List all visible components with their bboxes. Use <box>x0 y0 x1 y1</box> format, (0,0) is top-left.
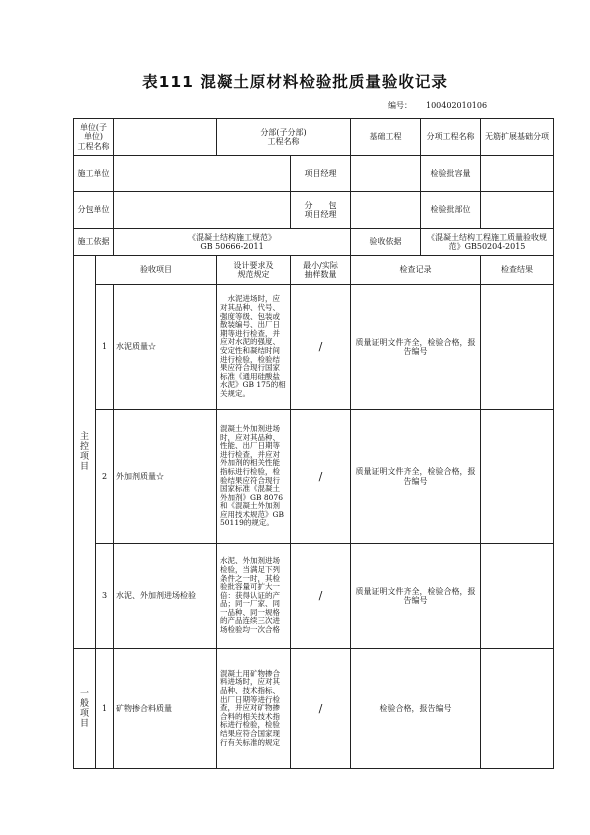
check-result[interactable] <box>481 410 554 544</box>
item-requirement: 混凝土外加剂进场时，应对其品种、性能、出厂日期等进行检查，并应对外加剂的相关性能指标进行检验，检验结果应符合现行国家标准《混凝土外加剂》GB 8076和《混凝土外加剂应用技术规范》GB50119的规定。 <box>217 410 291 544</box>
check-result[interactable] <box>481 544 554 649</box>
subcontractor-label: 分包单位 <box>74 192 114 229</box>
sample-count[interactable]: / <box>291 410 351 544</box>
sample-count[interactable]: / <box>291 285 351 410</box>
serial-number <box>388 100 487 111</box>
serial-label: 编号： <box>388 101 412 110</box>
serial-value: 100402010106 <box>426 101 488 110</box>
pm-label: 项目经理 <box>291 156 351 192</box>
column-header-row <box>74 256 554 285</box>
inspection-form-table <box>73 118 554 769</box>
header-row-unit <box>74 119 554 156</box>
col-result: 检查结果 <box>481 256 554 285</box>
sample-count[interactable]: / <box>291 649 351 769</box>
col-item: 验收项目 <box>96 256 217 285</box>
table-row <box>74 649 554 769</box>
page-title: 表111 混凝土原材料检验批质量验收记录 <box>142 73 448 91</box>
col-record: 检查记录 <box>351 256 481 285</box>
col-sample: 最小/实际 抽样数量 <box>291 256 351 285</box>
check-record[interactable]: 质量证明文件齐全，检验合格，报告编号 <box>351 544 481 649</box>
item-name: 矿物掺合料质量 <box>114 649 217 769</box>
check-record[interactable]: 质量证明文件齐全，检验合格，报告编号 <box>351 410 481 544</box>
subcontractor-value[interactable] <box>114 192 291 229</box>
sub-pm-value[interactable] <box>351 192 421 229</box>
acceptance-label: 验收依据 <box>351 229 421 256</box>
table-row <box>74 410 554 544</box>
subitem-name-value[interactable]: 无筋扩展基础分项 <box>481 119 554 156</box>
division-name-label: 分部(子分部) 工程名称 <box>217 119 351 156</box>
basis-value: 《混凝土结构施工规范》 GB 50666-2011 <box>114 229 351 256</box>
unit-name-label: 单位(子单位) 工程名称 <box>74 119 114 156</box>
division-name-value[interactable]: 基础工程 <box>351 119 421 156</box>
general-label: 一般项目 <box>74 649 96 769</box>
item-requirement: 混凝土用矿物掺合料进场时，应对其品种、技术指标、出厂日期等进行检查，并应对矿物掺合料的相关技术指标进行检验，检验结果应符合国家现行有关标准的规定 <box>217 649 291 769</box>
main-control-label: 主控项目 <box>74 256 96 649</box>
check-record[interactable]: 质量证明文件齐全，检验合格，报告编号 <box>351 285 481 410</box>
item-name: 水泥、外加剂进场检验 <box>114 544 217 649</box>
header-row-basis <box>74 229 554 256</box>
unit-name-value[interactable] <box>114 119 217 156</box>
check-result[interactable] <box>481 649 554 769</box>
check-record[interactable]: 检验合格，报告编号 <box>351 649 481 769</box>
sample-count[interactable]: / <box>291 544 351 649</box>
batch-capacity-value[interactable] <box>481 156 554 192</box>
row-number: 3 <box>96 544 114 649</box>
batch-location-value[interactable] <box>481 192 554 229</box>
row-number: 2 <box>96 410 114 544</box>
table-row <box>74 285 554 410</box>
table-row <box>74 544 554 649</box>
acceptance-value: 《混凝土结构工程施工质量验收规范》GB50204-2015 <box>421 229 554 256</box>
item-name: 水泥质量☆ <box>114 285 217 410</box>
item-name: 外加剂质量☆ <box>114 410 217 544</box>
sub-pm-label: 分 包 项目经理 <box>291 192 351 229</box>
item-requirement: 水泥、外加剂进场检验，当满足下列条件之一时，其检验批容量可扩大一倍：获得认证的产品；同一厂家、同一品种、同一规格的产品连续三次进场检验均一次合格 <box>217 544 291 649</box>
row-number: 1 <box>96 649 114 769</box>
batch-capacity-label: 检验批容量 <box>421 156 481 192</box>
subitem-name-label: 分项工程名称 <box>421 119 481 156</box>
constructor-value[interactable] <box>114 156 291 192</box>
col-req: 设计要求及 规范规定 <box>217 256 291 285</box>
row-number: 1 <box>96 285 114 410</box>
basis-label: 施工依据 <box>74 229 114 256</box>
batch-location-label: 检验批部位 <box>421 192 481 229</box>
header-row-constructor <box>74 156 554 192</box>
header-row-subcontractor <box>74 192 554 229</box>
item-requirement: 水泥进场时，应对其品种、代号、强度等级、包装或散装编号、出厂日期等进行检查，并应对水泥的强度、安定性和凝结时间进行检验，检验结果应符合现行国家标准《通用硅酸盐水泥》GB 175的相关规定。 <box>217 285 291 410</box>
pm-value[interactable] <box>351 156 421 192</box>
check-result[interactable] <box>481 285 554 410</box>
constructor-label: 施工单位 <box>74 156 114 192</box>
